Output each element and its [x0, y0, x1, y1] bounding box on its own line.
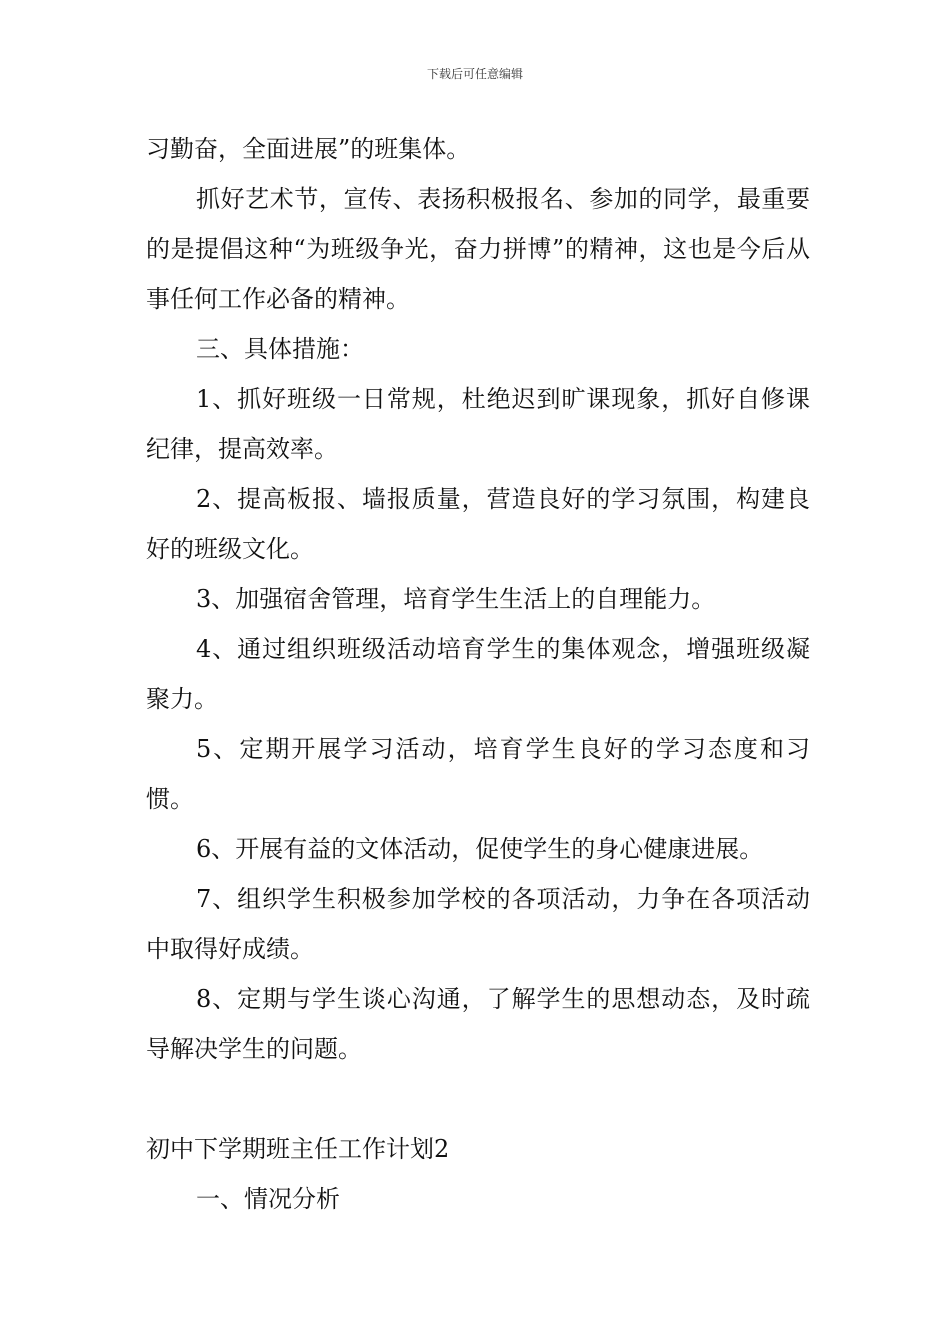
- section-title: 初中下学期班主任工作计划2: [146, 1135, 450, 1163]
- document-body: [146, 124, 810, 1224]
- measure-item-5: 5、定期开展学习活动，培育学生良好的学习态度和习惯。: [146, 735, 810, 813]
- measure-item-6: 6、开展有益的文体活动，促使学生的身心健康进展。: [196, 835, 764, 863]
- heading-measures: 三、具体措施：: [196, 335, 364, 363]
- paragraph-continuation: 习勤奋，全面进展”的班集体。: [146, 135, 471, 163]
- blank-line: [146, 1074, 810, 1124]
- page-header: 下载后可任意编辑: [426, 67, 523, 81]
- measure-item-8: 8、定期与学生谈心沟通，了解学生的思想动态，及时疏导解决学生的问题。: [146, 985, 810, 1063]
- paragraph-art-festival: 抓好艺术节，宣传、表扬积极报名、参加的同学，最重要的是提倡这种“为班级争光，奋力拼博”的精神，这也是今后从事任何工作必备的精神。: [146, 185, 810, 313]
- subheading-situation-analysis: 一、情况分析: [196, 1185, 340, 1213]
- measure-item-4: 4、通过组织班级活动培育学生的集体观念，增强班级凝聚力。: [146, 635, 810, 713]
- measure-item-2: 2、提高板报、墙报质量，营造良好的学习氛围，构建良好的班级文化。: [146, 485, 810, 563]
- measure-item-7: 7、组织学生积极参加学校的各项活动，力争在各项活动中取得好成绩。: [146, 885, 810, 963]
- measure-item-1: 1、抓好班级一日常规，杜绝迟到旷课现象，抓好自修课纪律，提高效率。: [146, 385, 810, 463]
- measure-item-3: 3、加强宿舍管理，培育学生生活上的自理能力。: [196, 585, 716, 613]
